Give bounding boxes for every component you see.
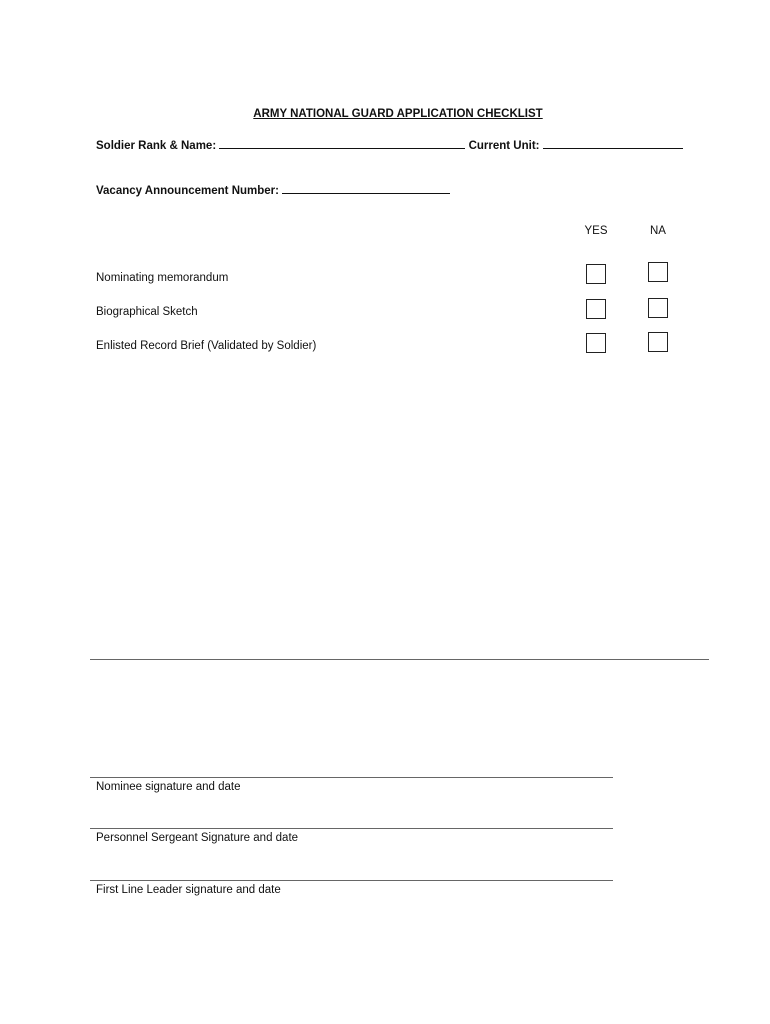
- current-unit-label: Current Unit:: [468, 140, 540, 152]
- yes-column-header: YES: [584, 225, 608, 237]
- personnel-sergeant-signature-line[interactable]: [90, 828, 613, 829]
- section-divider: [90, 659, 709, 660]
- checklist-item-label: Biographical Sketch: [96, 306, 198, 318]
- bio-sketch-yes-checkbox[interactable]: [586, 299, 606, 319]
- erb-yes-checkbox[interactable]: [586, 333, 606, 353]
- first-line-leader-signature-label: First Line Leader signature and date: [96, 884, 281, 896]
- checklist-item-label: Enlisted Record Brief (Validated by Soldier): [96, 340, 317, 352]
- vacancy-label: Vacancy Announcement Number:: [96, 185, 279, 197]
- rank-name-label: Soldier Rank & Name:: [96, 140, 217, 152]
- nominee-signature-line[interactable]: [90, 777, 613, 778]
- nominating-memo-na-checkbox[interactable]: [648, 262, 668, 282]
- rank-name-row: [96, 138, 683, 152]
- form-title: ARMY NATIONAL GUARD APPLICATION CHECKLIST: [253, 108, 543, 120]
- na-column-header: NA: [650, 225, 666, 237]
- nominating-memo-yes-checkbox[interactable]: [586, 264, 606, 284]
- bio-sketch-na-checkbox[interactable]: [648, 298, 668, 318]
- personnel-sergeant-signature-label: Personnel Sergeant Signature and date: [96, 832, 299, 844]
- current-unit-field[interactable]: [543, 138, 683, 149]
- erb-na-checkbox[interactable]: [648, 332, 668, 352]
- nominee-signature-label: Nominee signature and date: [96, 781, 241, 793]
- vacancy-row: [96, 183, 450, 197]
- vacancy-field[interactable]: [282, 183, 450, 194]
- first-line-leader-signature-line[interactable]: [90, 880, 613, 881]
- rank-name-field[interactable]: [219, 138, 465, 149]
- checklist-item-label: Nominating memorandum: [96, 272, 229, 284]
